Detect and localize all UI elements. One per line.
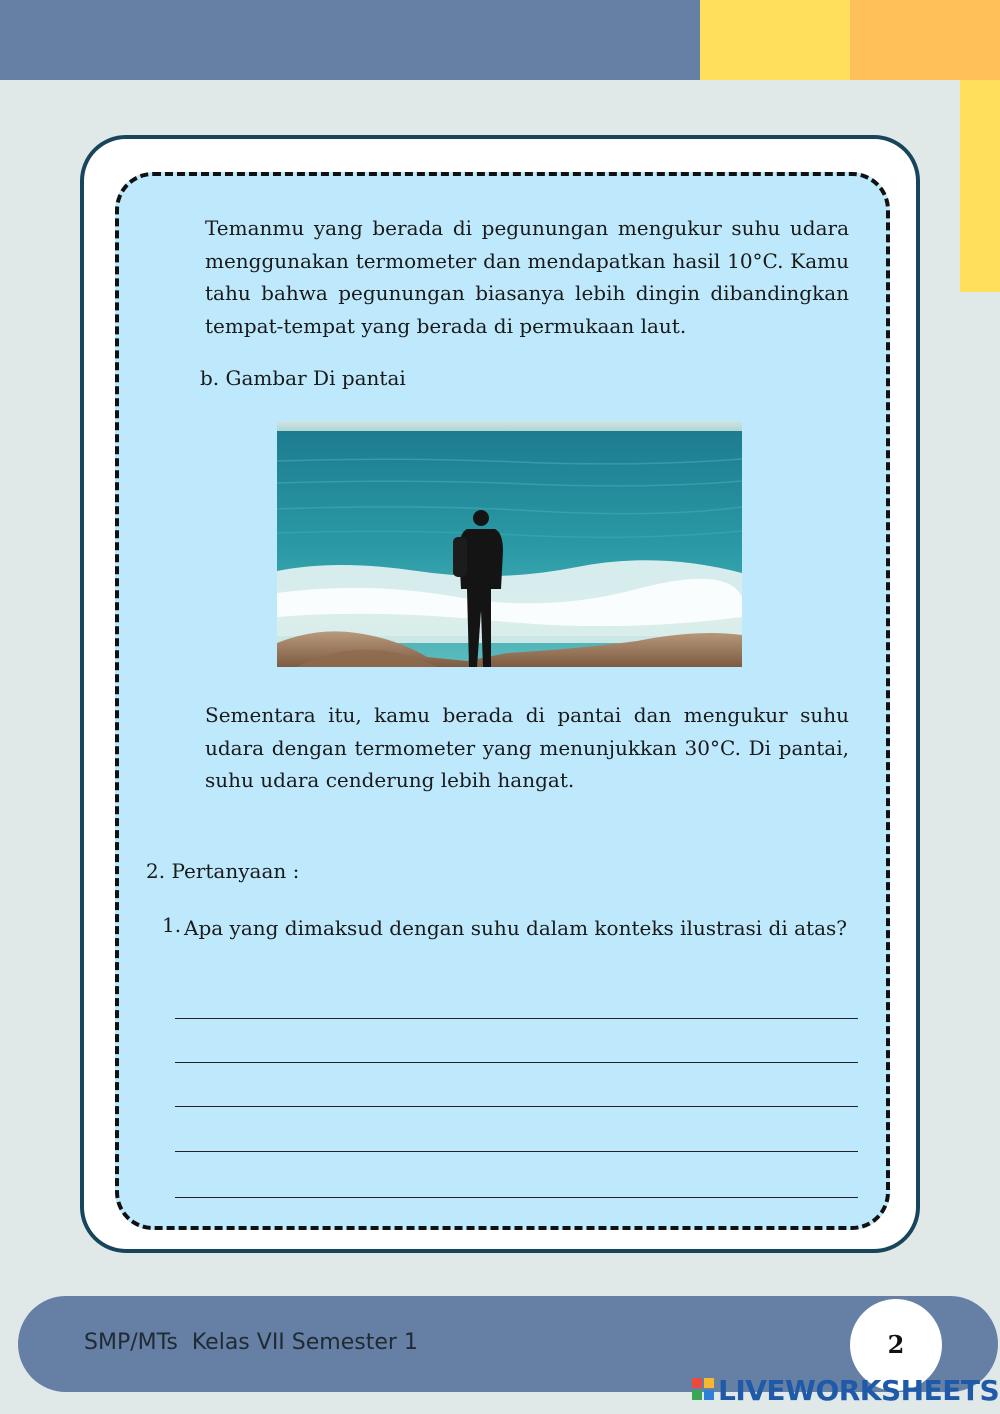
liveworksheets-grid-icon	[692, 1378, 714, 1400]
answer-line[interactable]	[175, 1151, 858, 1152]
answer-line[interactable]	[175, 1062, 858, 1063]
question-1-number: 1.	[162, 913, 182, 937]
header-accent-orange	[850, 0, 1000, 80]
answer-line[interactable]	[175, 1018, 858, 1019]
answer-line[interactable]	[175, 1197, 858, 1198]
intro-paragraph: Temanmu yang berada di pegunungan mengukur suhu udara menggunakan termometer dan mendapatkan hasil 10°C. Kamu tahu bahwa pegunungan biasanya lebih dingin dibandingkan tempat-tempat yang berada di permukaan laut.	[205, 216, 849, 338]
footer-course-label: SMP/MTs Kelas VII Semester 1	[84, 1330, 418, 1355]
section-b-label: b. Gambar Di pantai	[200, 366, 406, 390]
beach-photo	[277, 421, 742, 667]
side-accent-yellow	[960, 80, 1000, 292]
liveworksheets-brand: LIVEWORKSHEETS	[718, 1374, 1000, 1407]
question-1-text: Apa yang dimaksud dengan suhu dalam konteks ilustrasi di atas?	[184, 916, 847, 940]
header-accent-yellow	[700, 0, 850, 80]
beach-paragraph: Sementara itu, kamu berada di pantai dan mengukur suhu udara dengan termometer yang menunjukkan 30°C. Di pantai, suhu udara cenderung lebih hangat.	[205, 703, 849, 792]
page-number: 2	[887, 1330, 905, 1359]
header-band	[0, 0, 700, 80]
questions-heading: 2. Pertanyaan :	[146, 859, 300, 883]
answer-line[interactable]	[175, 1106, 858, 1107]
